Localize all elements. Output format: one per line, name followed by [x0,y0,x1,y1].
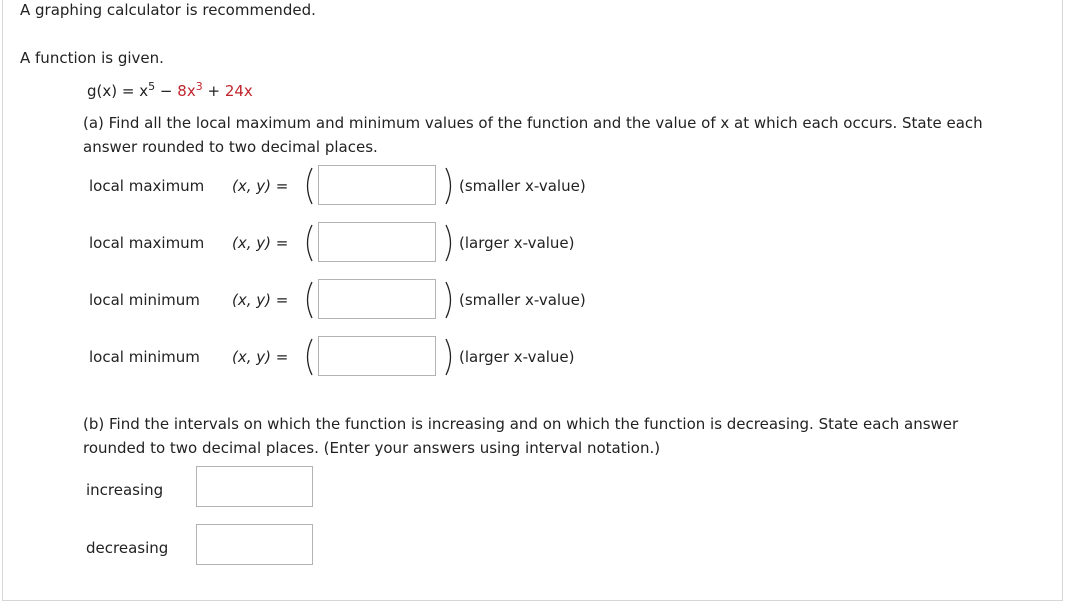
row-note: (larger x-value) [459,234,575,252]
open-paren-icon [302,224,314,262]
term-24x: 24x [224,82,253,100]
close-paren-icon [444,338,456,376]
xy-equals [232,348,288,366]
function-intro: A function is given. [20,49,164,67]
equals-sign: = [275,177,289,195]
function-definition [87,82,253,100]
term-8x3-exponent: 3 [195,80,203,93]
open-paren-icon [302,281,314,319]
row-label: local minimum [89,291,200,309]
local-min-smaller-input[interactable] [318,279,436,319]
part-a-line-1: (a) Find all the local maximum and minimum values of the function and the value of x at which each occurs. State each [83,114,983,132]
xy-equals [232,177,288,195]
close-paren-icon [444,167,456,205]
decreasing-label: decreasing [86,539,169,557]
part-a-line-2: answer rounded to two decimal places. [83,138,378,156]
increasing-label: increasing [86,481,164,499]
increasing-input[interactable] [196,466,313,507]
term-x5-base: x [139,82,149,100]
term-8x3-base: 8x [177,82,196,100]
local-max-row-1 [0,164,700,208]
part-b-instructions [83,412,1043,460]
decreasing-input[interactable] [196,524,313,565]
xy-equals [232,234,288,252]
row-label: local maximum [89,177,205,195]
plus-sign: + [207,82,221,100]
xy-pair: (x, y) [232,234,271,252]
equals-sign: = [275,291,289,309]
row-label: local minimum [89,348,200,366]
equals-sign: = [121,82,135,100]
function-lhs: g(x) [87,82,118,100]
local-min-larger-input[interactable] [318,336,436,376]
local-min-row-2 [0,335,700,379]
open-paren-icon [302,338,314,376]
part-a-instructions [83,111,1043,159]
close-paren-icon [444,224,456,262]
row-note: (larger x-value) [459,348,575,366]
xy-equals [232,291,288,309]
part-b-line-1: (b) Find the intervals on which the function is increasing and on which the function is decreasing. State each answer [83,415,959,433]
term-x5 [139,82,155,100]
row-note: (smaller x-value) [459,177,586,195]
local-min-row-1 [0,278,700,322]
xy-pair: (x, y) [232,348,271,366]
local-max-smaller-input[interactable] [318,165,436,205]
xy-pair: (x, y) [232,177,271,195]
calculator-note: A graphing calculator is recommended. [20,1,316,19]
row-label: local maximum [89,234,205,252]
equals-sign: = [275,348,289,366]
equals-sign: = [275,234,289,252]
row-note: (smaller x-value) [459,291,586,309]
term-x5-exponent: 5 [148,80,156,93]
close-paren-icon [444,281,456,319]
term-8x3 [177,82,202,100]
xy-pair: (x, y) [232,291,271,309]
minus-sign: − [159,82,173,100]
local-max-row-2 [0,221,700,265]
part-b-line-2: rounded to two decimal places. (Enter your answers using interval notation.) [83,439,661,457]
local-max-larger-input[interactable] [318,222,436,262]
open-paren-icon [302,167,314,205]
